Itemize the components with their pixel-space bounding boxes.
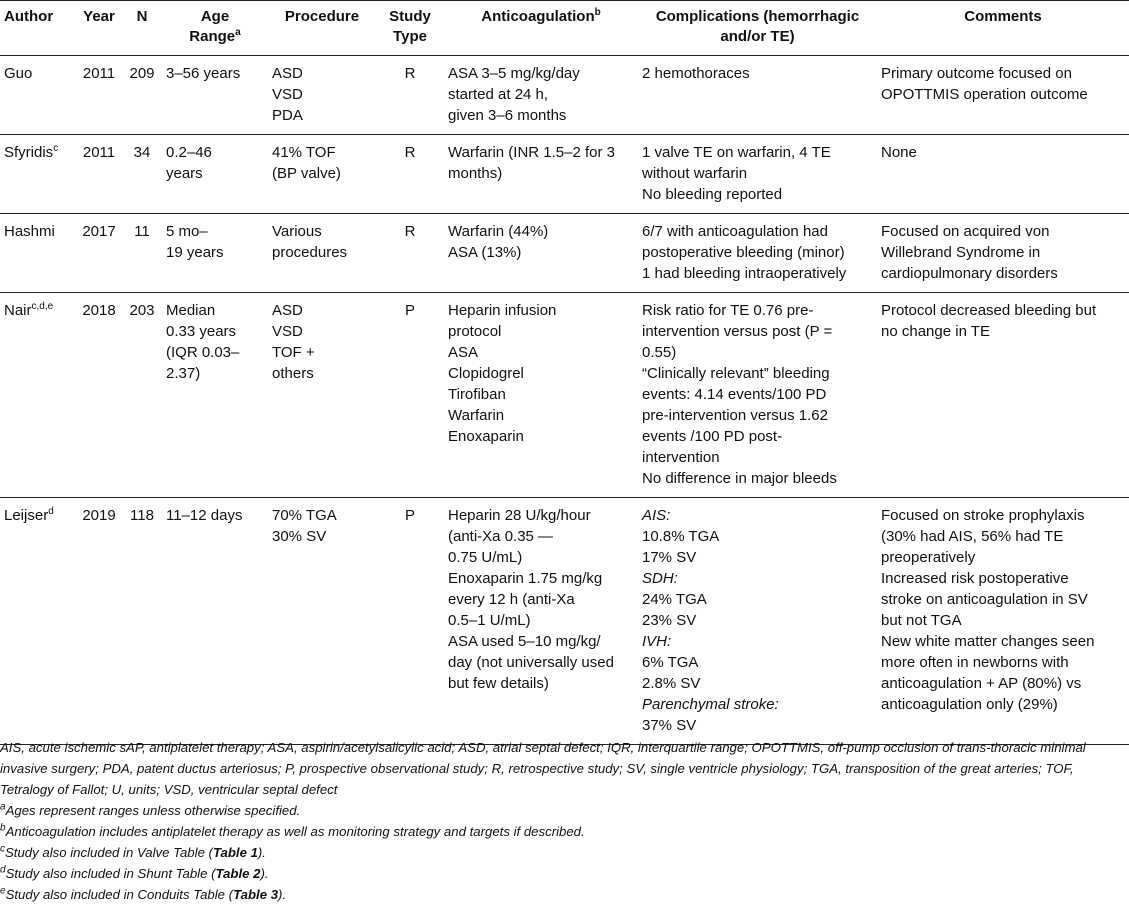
cell-age-line: (IQR 0.03–: [166, 344, 240, 361]
cell-procedure-line: PDA: [272, 107, 303, 124]
cell-anticoagulation-line: every 12 h (anti-Xa: [448, 591, 575, 608]
table-row: [0, 498, 1129, 745]
cell-complications-line: 6% TGA: [642, 654, 699, 671]
cell-complications-line: No difference in major bleeds: [642, 470, 837, 487]
cell-author: [0, 498, 76, 745]
cell-comments-line: Protocol decreased bleeding but: [881, 302, 1097, 319]
cell-complications: [638, 498, 877, 745]
cell-complications-line: 23% SV: [642, 612, 697, 629]
header-comments: Comments: [964, 8, 1042, 25]
table-row: [0, 135, 1129, 214]
cell-anticoagulation-line: Heparin 28 U/kg/hour: [448, 507, 591, 524]
header-procedure: Procedure: [284, 8, 360, 25]
cell-procedure: [268, 135, 376, 214]
cell-comments-line: more often in newborns with: [881, 654, 1069, 671]
cell-anticoagulation-line: ASA: [448, 344, 479, 361]
cell-comments-line: anticoagulation only (29%): [881, 696, 1058, 713]
table-notes: [0, 737, 1125, 905]
cell-age: [162, 135, 268, 214]
cell-complications-line: 10.8% TGA: [642, 528, 720, 545]
cell-complications-line: Parenchymal stroke:: [642, 696, 779, 713]
cell-anticoagulation-line: started at 24 h,: [448, 86, 549, 103]
cell-comments-line: cardiopulmonary disorders: [881, 265, 1058, 282]
cell-comments-line: Primary outcome focused on: [881, 65, 1072, 82]
footnote-a: $^a$Ages represent ranges unless otherwise specified.: [0, 801, 301, 818]
cell-procedure-line: 30% SV: [272, 528, 327, 545]
cell-n: 118: [130, 507, 154, 524]
cell-year: 2018: [82, 302, 116, 319]
cell-year: 2019: [82, 507, 116, 524]
cell-procedure-line: procedures: [272, 244, 348, 261]
cell-age: [162, 498, 268, 745]
table-ref-link[interactable]: Table 2: [215, 866, 261, 881]
cell-anticoagulation-line: Warfarin: [448, 407, 505, 424]
cell-procedure-line: (BP valve): [272, 165, 341, 182]
table-ref-link[interactable]: Table 1: [212, 845, 258, 860]
cell-complications-line: “Clinically relevant” bleeding: [642, 365, 830, 382]
cell-anticoagulation-line: 0.5–1 U/mL): [448, 612, 531, 629]
cell-anticoagulation-line: day (not universally used: [448, 654, 614, 671]
cell-anticoagulation-line: Enoxaparin: [448, 428, 524, 445]
cell-procedure: [268, 56, 376, 135]
author-name: Leijser: [4, 507, 49, 524]
author-name: Sfyridis: [4, 144, 54, 161]
cell-anticoagulation: [444, 56, 638, 135]
cell-complications-line: 17% SV: [642, 549, 697, 566]
table-row: [0, 56, 1129, 135]
cell-comments-line: but not TGA: [881, 612, 962, 629]
cell-age-line: 19 years: [166, 244, 224, 261]
abbreviations: AIS, acute ischemic sAP, antiplatelet therapy; ASA, aspirin/acetylsalicylic acid; ASD, atrial septal defect; IQR, interquartile range; OPOTTMIS, off-pump occlusion of trans-thoracic minimal invasive surgery; PDA, patent ductus arteriosus; P, prospective observational study; R, retrospective study; SV, single ventricle physiology; TGA, transposition of the great arteries; TOF, Tetralogy of Fallot; U, units; VSD, ventricular septal defect: [0, 740, 1086, 797]
cell-procedure-line: others: [272, 365, 314, 382]
cell-n: 203: [129, 302, 155, 319]
cell-complications: [638, 56, 877, 135]
cell-n: 209: [129, 65, 155, 82]
cell-age-line: 0.2–46: [166, 144, 212, 161]
cell-author: [0, 293, 76, 498]
cell-complications: [638, 135, 877, 214]
cell-study-type: P: [404, 302, 415, 319]
cell-comments: [877, 214, 1129, 293]
cell-anticoagulation-line: protocol: [448, 323, 502, 340]
cell-anticoagulation-line: Heparin infusion: [448, 302, 557, 319]
cell-complications-line: intervention versus post (P =: [642, 323, 833, 340]
cell-anticoagulation-line: Enoxaparin 1.75 mg/kg: [448, 570, 603, 587]
footnote-d: $^d$Study also included in Shunt Table (Table 2).: [0, 864, 269, 881]
cell-comments-line: Focused on stroke prophylaxis: [881, 507, 1085, 524]
cell-anticoagulation-line: 0.75 U/mL): [448, 549, 523, 566]
cell-anticoagulation-line: Clopidogrel: [448, 365, 524, 382]
cell-procedure-line: Various: [272, 223, 322, 240]
author-name: Hashmi: [4, 223, 55, 240]
header-age-range: Age Range$^a$: [189, 8, 241, 45]
table-row: [0, 214, 1129, 293]
cell-comments-line: preoperatively: [881, 549, 976, 566]
cell-complications-line: without warfarin: [642, 165, 748, 182]
header-n: N: [136, 8, 148, 25]
cell-complications-line: 1 valve TE on warfarin, 4 TE: [642, 144, 831, 161]
cell-year: 2011: [82, 65, 116, 82]
cell-complications: [638, 293, 877, 498]
author-name: Guo: [4, 65, 33, 82]
cell-comments: [877, 498, 1129, 745]
cell-comments-line: anticoagulation + AP (80%) vs: [881, 675, 1082, 692]
cell-procedure-line: 41% TOF: [272, 144, 336, 161]
cell-anticoagulation-line: ASA 3–5 mg/kg/day: [448, 65, 580, 82]
cell-complications: [638, 214, 877, 293]
cell-study-type: R: [404, 223, 416, 240]
cell-complications-line: events /100 PD post-: [642, 428, 783, 445]
author-name: Nair: [4, 302, 32, 319]
cell-complications-line: events: 4.14 events/100 PD: [642, 386, 827, 403]
cell-complications-line: 2.8% SV: [642, 675, 701, 692]
cell-anticoagulation-line: (anti-Xa 0.35 —: [448, 528, 554, 545]
cell-age: [162, 214, 268, 293]
cell-anticoagulation-line: Warfarin (44%): [448, 223, 549, 240]
table-ref-link[interactable]: Table 3: [233, 887, 279, 902]
cell-procedure: [268, 214, 376, 293]
cell-age-line: 3–56 years: [166, 65, 241, 82]
cell-complications-line: 1 had bleeding intraoperatively: [642, 265, 847, 282]
cell-age: [162, 56, 268, 135]
cell-age-line: 5 mo–: [166, 223, 208, 240]
cell-study-type: P: [404, 507, 415, 524]
cell-comments-line: Increased risk postoperative: [881, 570, 1069, 587]
cell-age-line: years: [166, 165, 203, 182]
cell-comments-line: Focused on acquired von: [881, 223, 1050, 240]
cell-procedure-line: ASD: [272, 302, 303, 319]
author-footnote-mark: c: [53, 143, 59, 154]
header-study-type: Study Type: [389, 8, 431, 45]
cell-age-line: 2.37): [166, 365, 201, 382]
cell-procedure: [268, 293, 376, 498]
cell-anticoagulation-line: months): [448, 165, 503, 182]
footnote-b: $^b$Anticoagulation includes antiplatelet therapy as well as monitoring strategy and targets if described.: [0, 822, 585, 839]
cell-age-line: 11–12 days: [166, 507, 243, 524]
cell-author: [0, 214, 76, 293]
cell-comments-line: None: [881, 144, 917, 161]
cell-comments-line: New white matter changes seen: [881, 633, 1095, 650]
cell-comments: [877, 56, 1129, 135]
cell-complications-line: 2 hemothoraces: [642, 65, 750, 82]
cell-complications-line: intervention: [642, 449, 720, 466]
cell-anticoagulation-line: Warfarin (INR 1.5–2 for 3: [448, 144, 615, 161]
cell-comments-line: OPOTTMIS operation outcome: [881, 86, 1088, 103]
header-author: Author: [4, 8, 54, 25]
cell-procedure: [268, 498, 376, 745]
table-row: [0, 293, 1129, 498]
cell-anticoagulation-line: ASA used 5–10 mg/kg/: [448, 633, 601, 650]
cell-procedure-line: TOF +: [272, 344, 315, 361]
cell-study-type: R: [404, 144, 416, 161]
cell-comments: [877, 293, 1129, 498]
table-body: [0, 56, 1129, 745]
cell-complications-line: 24% TGA: [642, 591, 707, 608]
cell-procedure-line: VSD: [272, 323, 303, 340]
header-year: Year: [83, 8, 115, 25]
cell-complications-line: postoperative bleeding (minor): [642, 244, 845, 261]
cell-complications-line: pre-intervention versus 1.62: [642, 407, 828, 424]
footnote-e: $^e$Study also included in Conduits Table (Table 3).: [0, 885, 287, 902]
cell-procedure-line: 70% TGA: [272, 507, 337, 524]
cell-complications-line: SDH:: [642, 570, 678, 587]
cell-procedure-line: ASD: [272, 65, 303, 82]
cell-year: 2011: [82, 144, 116, 161]
cell-study-type: R: [404, 65, 416, 82]
cell-procedure-line: VSD: [272, 86, 303, 103]
cell-anticoagulation: [444, 293, 638, 498]
cell-complications-line: IVH:: [642, 633, 672, 650]
cell-comments: [877, 135, 1129, 214]
cell-complications-line: AIS:: [642, 507, 671, 524]
cell-anticoagulation: [444, 135, 638, 214]
header-anticoagulation: Anticoagulation$^b$: [481, 7, 601, 25]
cell-comments-line: Willebrand Syndrome in: [881, 244, 1041, 261]
header-row: [0, 1, 1129, 56]
footnote-c: $^c$Study also included in Valve Table (Table 1).: [0, 843, 266, 860]
cell-comments-line: (30% had AIS, 56% had TE: [881, 528, 1064, 545]
cell-comments-line: no change in TE: [881, 323, 990, 340]
cell-anticoagulation-line: given 3–6 months: [448, 107, 567, 124]
cell-age-line: Median: [166, 302, 216, 319]
cell-anticoagulation: [444, 214, 638, 293]
cell-n: 11: [134, 223, 150, 240]
cell-age-line: 0.33 years: [166, 323, 237, 340]
cell-year: 2017: [82, 223, 116, 240]
header-complications: Complications (hemorrhagic and/or TE): [655, 8, 860, 45]
cell-age: [162, 293, 268, 498]
cell-author: [0, 56, 76, 135]
cell-complications-line: 0.55): [642, 344, 677, 361]
cell-complications-line: Risk ratio for TE 0.76 pre-: [642, 302, 814, 319]
cell-anticoagulation-line: Tirofiban: [448, 386, 506, 403]
cell-author: [0, 135, 76, 214]
cell-anticoagulation-line: ASA (13%): [448, 244, 522, 261]
cell-complications-line: 37% SV: [642, 717, 697, 734]
author-footnote-mark: d: [48, 506, 54, 517]
author-footnote-mark: c,d,e: [31, 301, 54, 312]
cell-n: 34: [133, 144, 151, 161]
cell-complications-line: 6/7 with anticoagulation had: [642, 223, 828, 240]
cell-comments-line: stroke on anticoagulation in SV: [881, 591, 1088, 608]
cell-complications-line: No bleeding reported: [642, 186, 783, 203]
cell-anticoagulation-line: but few details): [448, 675, 549, 692]
cell-anticoagulation: [444, 498, 638, 745]
